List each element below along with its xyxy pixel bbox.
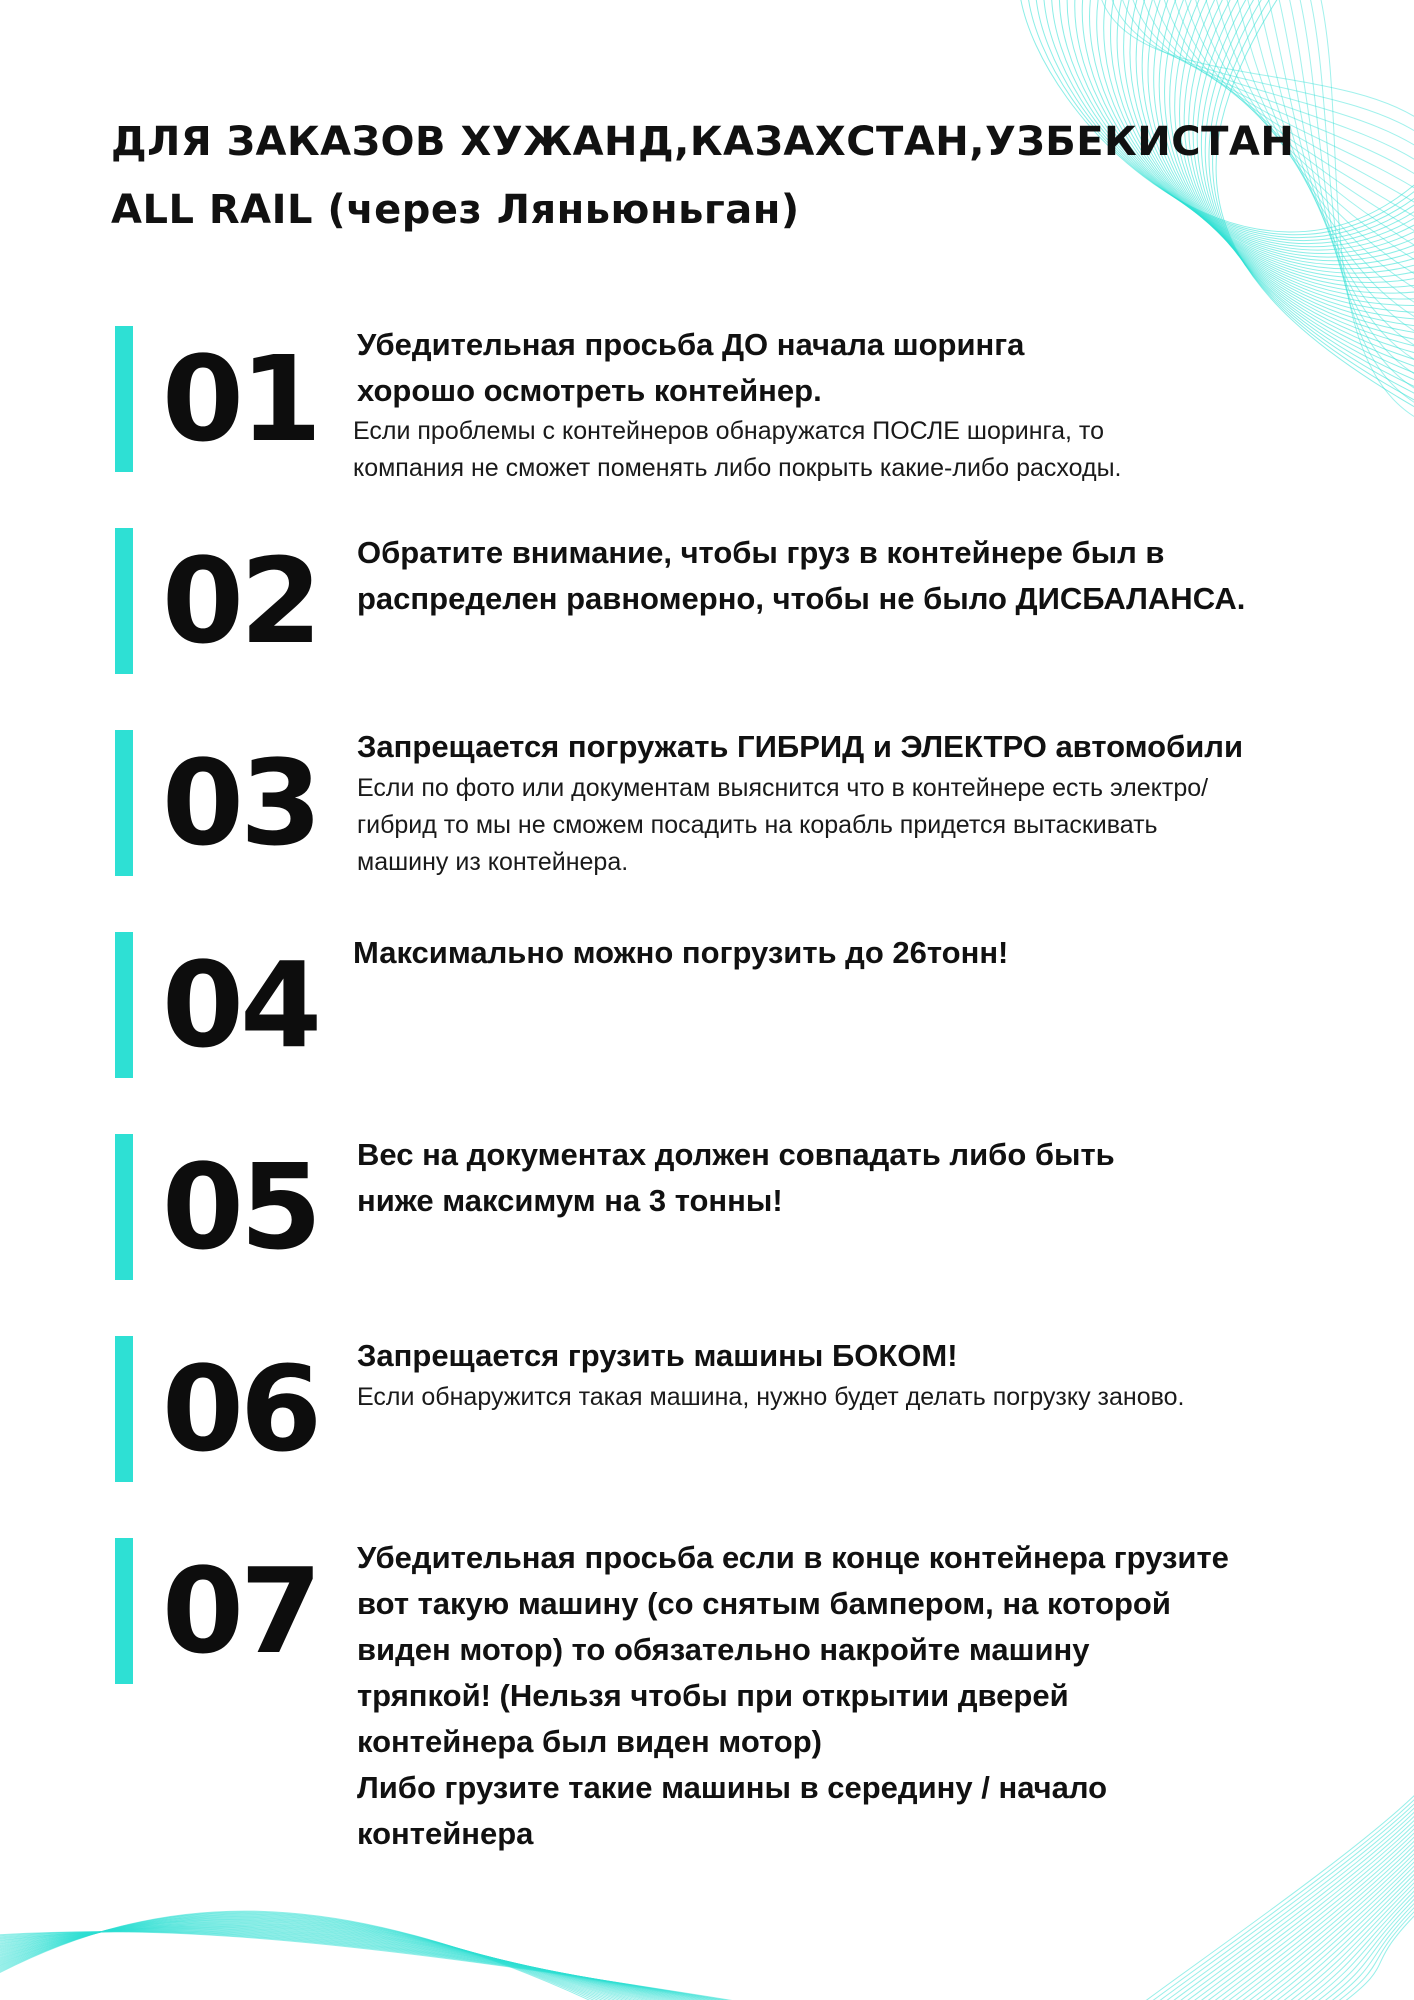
item-note: Если проблемы с контейнеров обнаружатся ПОСЛЕ шоринга, то компания не сможет поменять либо покрыть какие-либо расходы. xyxy=(353,417,1122,482)
item-number: 05 xyxy=(161,1138,319,1276)
item-heading: Обратите внимание, чтобы груз в контейнере был в распределен равномерно, чтобы не было ДИСБАЛАНСА. xyxy=(357,535,1246,616)
item-text xyxy=(357,1132,1367,1224)
item-text xyxy=(353,930,1363,976)
item-text xyxy=(357,530,1367,622)
item-text xyxy=(357,724,1367,881)
item-number: 04 xyxy=(161,936,319,1074)
item-text xyxy=(357,1535,1367,1857)
item-heading: Запрещается грузить машины БОКОМ! xyxy=(357,1338,958,1373)
item-note: Если по фото или документам выяснится что в контейнере есть электро/ гибрид то мы не сможем посадить на корабль придется вытаскивать машину из контейнера. xyxy=(357,774,1209,876)
item-number: 06 xyxy=(161,1340,319,1478)
title-line-1: ДЛЯ ЗАКАЗОВ ХУЖАНД,КАЗАХСТАН,УЗБЕКИСТАН xyxy=(111,119,1295,165)
item-heading: Запрещается погружать ГИБРИД и ЭЛЕКТРО автомобили xyxy=(357,729,1244,764)
page-title xyxy=(111,108,1361,244)
accent-bar xyxy=(115,528,133,674)
bottom-left-wave-pattern xyxy=(0,1911,760,2000)
accent-bar xyxy=(115,730,133,876)
item-text xyxy=(357,1333,1367,1416)
title-line-2: ALL RAIL (через Ляньюньган) xyxy=(111,187,800,233)
accent-bar xyxy=(115,932,133,1078)
accent-bar xyxy=(115,1134,133,1280)
item-number: 02 xyxy=(161,532,319,670)
item-text xyxy=(353,322,1367,487)
item-number: 03 xyxy=(161,734,319,872)
accent-bar xyxy=(115,326,133,472)
item-heading: Вес на документах должен совпадать либо быть ниже максимум на 3 тонны! xyxy=(357,1137,1115,1218)
item-number: 01 xyxy=(161,330,319,468)
item-heading: Убедительная просьба ДО начала шоринга хорошо осмотреть контейнер. xyxy=(357,327,1025,408)
item-heading: Максимально можно погрузить до 26тонн! xyxy=(353,935,1009,970)
item-heading: Убедительная просьба если в конце контейнера грузите вот такую машину (со снятым бампером, на которой виден мотор) то обязательно накройте машину тряпкой! (Нельзя чтобы при открытии дверей контейнера был виден мотор) Либо грузите такие машины в середину / начало контейнера xyxy=(357,1540,1229,1851)
accent-bar xyxy=(115,1538,133,1684)
accent-bar xyxy=(115,1336,133,1482)
item-number: 07 xyxy=(161,1542,319,1680)
item-note: Если обнаружится такая машина, нужно будет делать погрузку заново. xyxy=(357,1383,1185,1411)
